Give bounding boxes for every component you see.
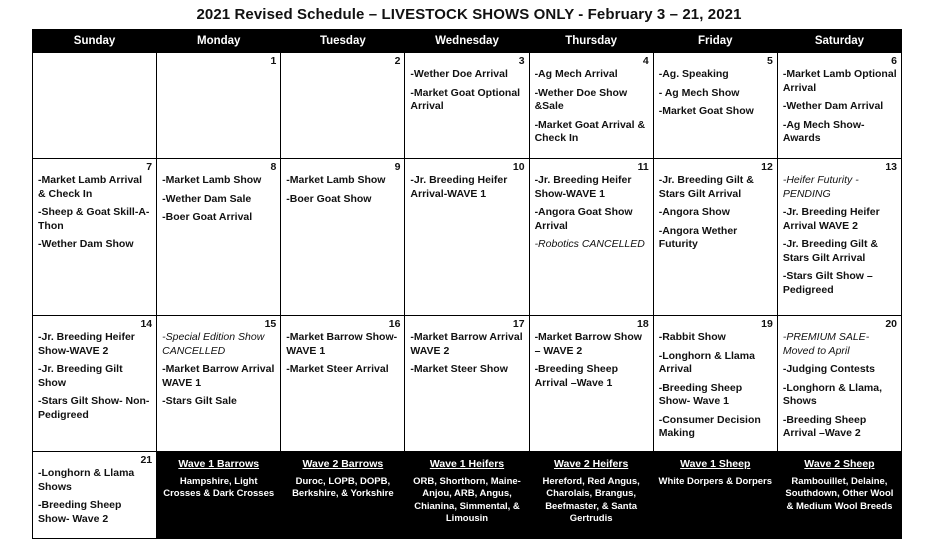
day-cell	[653, 316, 777, 452]
event-item: -Market Lamb Show	[286, 174, 386, 186]
wave-legend-cell	[777, 452, 901, 539]
event-item: -Robotics CANCELLED	[534, 238, 645, 250]
day-number: 9	[394, 161, 401, 173]
event-item: -Market Steer Show	[410, 363, 508, 375]
event-item: -Longhorn & Llama Arrival	[658, 349, 755, 375]
day-number: 1	[270, 55, 277, 67]
wave-legend-cell	[281, 452, 405, 539]
wave-breeds: ORB, Shorthorn, Maine-Anjou, ARB, Angus, Chianina, Simmental, & Limousin	[413, 475, 521, 524]
day-number: 20	[885, 318, 897, 330]
event-item: -Breeding Sheep Show- Wave 1	[658, 381, 743, 407]
day-number: 18	[637, 318, 649, 330]
day-cell	[157, 316, 281, 452]
day-number: 7	[146, 161, 153, 173]
day-cell	[777, 53, 901, 159]
weekday-header: Sunday	[33, 30, 157, 53]
day-number: 21	[140, 454, 153, 466]
event-item: -Longhorn & Llama Shows	[38, 467, 135, 493]
event-item: -Angora Goat Show Arrival	[534, 206, 633, 232]
event-item: -Market Lamb Arrival & Check In	[38, 174, 143, 200]
wave-title: Wave 1 Barrows	[178, 458, 260, 470]
day-number	[38, 55, 152, 67]
day-cell	[157, 159, 281, 316]
event-item: -Jr. Breeding Heifer Show-WAVE 1	[534, 174, 632, 200]
wave-title: Wave 2 Barrows	[302, 458, 384, 470]
week-row	[33, 316, 902, 452]
event-item: -Jr. Breeding Heifer Arrival WAVE 2	[782, 206, 880, 232]
event-item: -Boer Goat Arrival	[162, 211, 253, 223]
event-item: -Ag Mech Arrival	[534, 68, 618, 80]
wave-title: Wave 2 Heifers	[553, 458, 629, 470]
event-item: -Jr. Breeding Gilt & Stars Gilt Arrival	[782, 238, 878, 264]
wave-breeds: Hereford, Red Angus, Charolais, Brangus, Beefmaster, & Santa Gertrudis	[542, 475, 640, 524]
wave-breeds: Duroc, LOPB, DOPB, Berkshire, & Yorkshire	[292, 475, 394, 499]
day-cell	[653, 53, 777, 159]
event-item: -Consumer Decision Making	[658, 413, 761, 439]
wave-breeds: Rambouillet, Delaine, Southdown, Other Wool & Medium Wool Breeds	[785, 475, 894, 512]
weekday-header: Saturday	[777, 30, 901, 53]
day-cell	[281, 53, 405, 159]
day-cell	[33, 452, 157, 539]
day-number: 8	[270, 161, 277, 173]
day-number: 6	[891, 55, 897, 67]
wave-title: Wave 1 Sheep	[680, 458, 751, 470]
page-title: 2021 Revised Schedule – LIVESTOCK SHOWS ONLY - February 3 – 21, 2021	[196, 6, 742, 23]
wave-breeds: White Dorpers & Dorpers	[658, 475, 773, 487]
event-item: -Market Lamb Show	[162, 174, 262, 186]
schedule-calendar	[32, 29, 902, 539]
day-cell	[405, 53, 529, 159]
event-item: -Breeding Sheep Show- Wave 2	[38, 499, 122, 525]
event-item: -Wether Dam Arrival	[782, 100, 884, 112]
event-item: -Wether Doe Show &Sale	[534, 86, 628, 112]
event-item: -Stars Gilt Show – Pedigreed	[782, 270, 873, 296]
day-number: 2	[394, 55, 401, 67]
event-item: -Angora Show	[658, 206, 730, 218]
day-cell	[777, 316, 901, 452]
event-item: -Market Barrow Show – WAVE 2	[534, 331, 642, 357]
event-item: -Heifer Futurity - PENDING	[782, 174, 859, 200]
weekday-header: Wednesday	[405, 30, 529, 53]
event-item: -Jr. Breeding Heifer Arrival-WAVE 1	[410, 174, 508, 200]
event-item: -Boer Goat Show	[286, 192, 372, 205]
event-item: -Breeding Sheep Arrival –Wave 2	[782, 413, 867, 439]
wave-breeds: Hampshire, Light Crosses & Dark Crosses	[163, 475, 275, 499]
day-number: 3	[518, 55, 525, 67]
event-item: -Rabbit Show	[658, 331, 726, 343]
event-item: -Jr. Breeding Gilt & Stars Gilt Arrival	[658, 174, 754, 200]
event-item: -Market Barrow Show-WAVE 1	[286, 331, 398, 357]
event-item: -Market Barrow Arrival WAVE 2	[410, 331, 523, 357]
wave-legend-cell	[529, 452, 653, 539]
day-number: 11	[637, 161, 649, 173]
day-cell	[281, 159, 405, 316]
day-cell	[33, 159, 157, 316]
event-item: -Breeding Sheep Arrival –Wave 1	[534, 363, 618, 389]
event-item: -Market Goat Optional Arrival	[410, 86, 521, 112]
weekday-header: Friday	[653, 30, 777, 53]
event-item: -Ag Mech Show- Awards	[782, 118, 865, 144]
event-item: -Wether Dam Sale	[162, 192, 252, 205]
day-number: 19	[761, 318, 773, 330]
wave-legend-cell	[157, 452, 281, 539]
day-number: 4	[642, 55, 649, 67]
event-item: -Ag. Speaking	[658, 68, 729, 80]
event-item: -Judging Contests	[782, 363, 876, 375]
week-row	[33, 53, 902, 159]
event-item: -Stars Gilt Sale	[162, 395, 237, 407]
weekday-header: Thursday	[529, 30, 653, 53]
day-cell	[157, 53, 281, 159]
day-cell	[33, 53, 157, 159]
event-item: -Longhorn & Llama, Shows	[782, 381, 883, 407]
day-number: 5	[767, 55, 773, 67]
event-item: -Stars Gilt Show- Non-Pedigreed	[38, 395, 150, 421]
day-number: 17	[512, 318, 525, 330]
day-number: 15	[264, 318, 277, 330]
event-item: -PREMIUM SALE- Moved to April	[782, 331, 870, 357]
wave-title: Wave 2 Sheep	[804, 458, 875, 470]
event-item: -Market Barrow Arrival WAVE 1	[162, 363, 275, 389]
weekday-header-row	[33, 30, 902, 53]
event-item: -Jr. Breeding Heifer Show-WAVE 2	[38, 331, 135, 357]
day-cell	[529, 159, 653, 316]
day-number: 13	[885, 161, 897, 173]
wave-legend-cell	[653, 452, 777, 539]
wave-legend-cell	[405, 452, 529, 539]
week-row	[33, 452, 902, 539]
day-cell	[405, 316, 529, 452]
event-item: -Market Goat Arrival & Check In	[534, 118, 646, 144]
event-item: -Market Lamb Optional Arrival	[782, 68, 897, 94]
wave-title: Wave 1 Heifers	[429, 458, 505, 470]
week-row	[33, 159, 902, 316]
day-number: 16	[388, 318, 401, 330]
event-item: - Ag Mech Show	[658, 86, 740, 99]
day-cell	[777, 159, 901, 316]
event-item: -Market Goat Show	[658, 105, 754, 117]
day-number: 12	[761, 161, 773, 173]
event-item: -Wether Dam Show	[38, 238, 134, 250]
event-item: -Market Steer Arrival	[286, 363, 389, 375]
event-item: -Jr. Breeding Gilt Show	[38, 363, 123, 389]
weekday-header: Monday	[157, 30, 281, 53]
day-cell	[405, 159, 529, 316]
event-item: -Angora Wether Futurity	[658, 224, 738, 250]
event-item: -Wether Doe Arrival	[410, 68, 508, 80]
day-cell	[529, 316, 653, 452]
event-item: -Special Edition Show CANCELLED	[162, 331, 265, 357]
day-cell	[33, 316, 157, 452]
day-number: 14	[140, 318, 153, 330]
event-item: -Sheep & Goat Skill-A-Thon	[38, 206, 150, 232]
day-cell	[529, 53, 653, 159]
weekday-header: Tuesday	[281, 30, 405, 53]
day-cell	[281, 316, 405, 452]
day-cell	[653, 159, 777, 316]
day-number: 10	[512, 161, 525, 173]
